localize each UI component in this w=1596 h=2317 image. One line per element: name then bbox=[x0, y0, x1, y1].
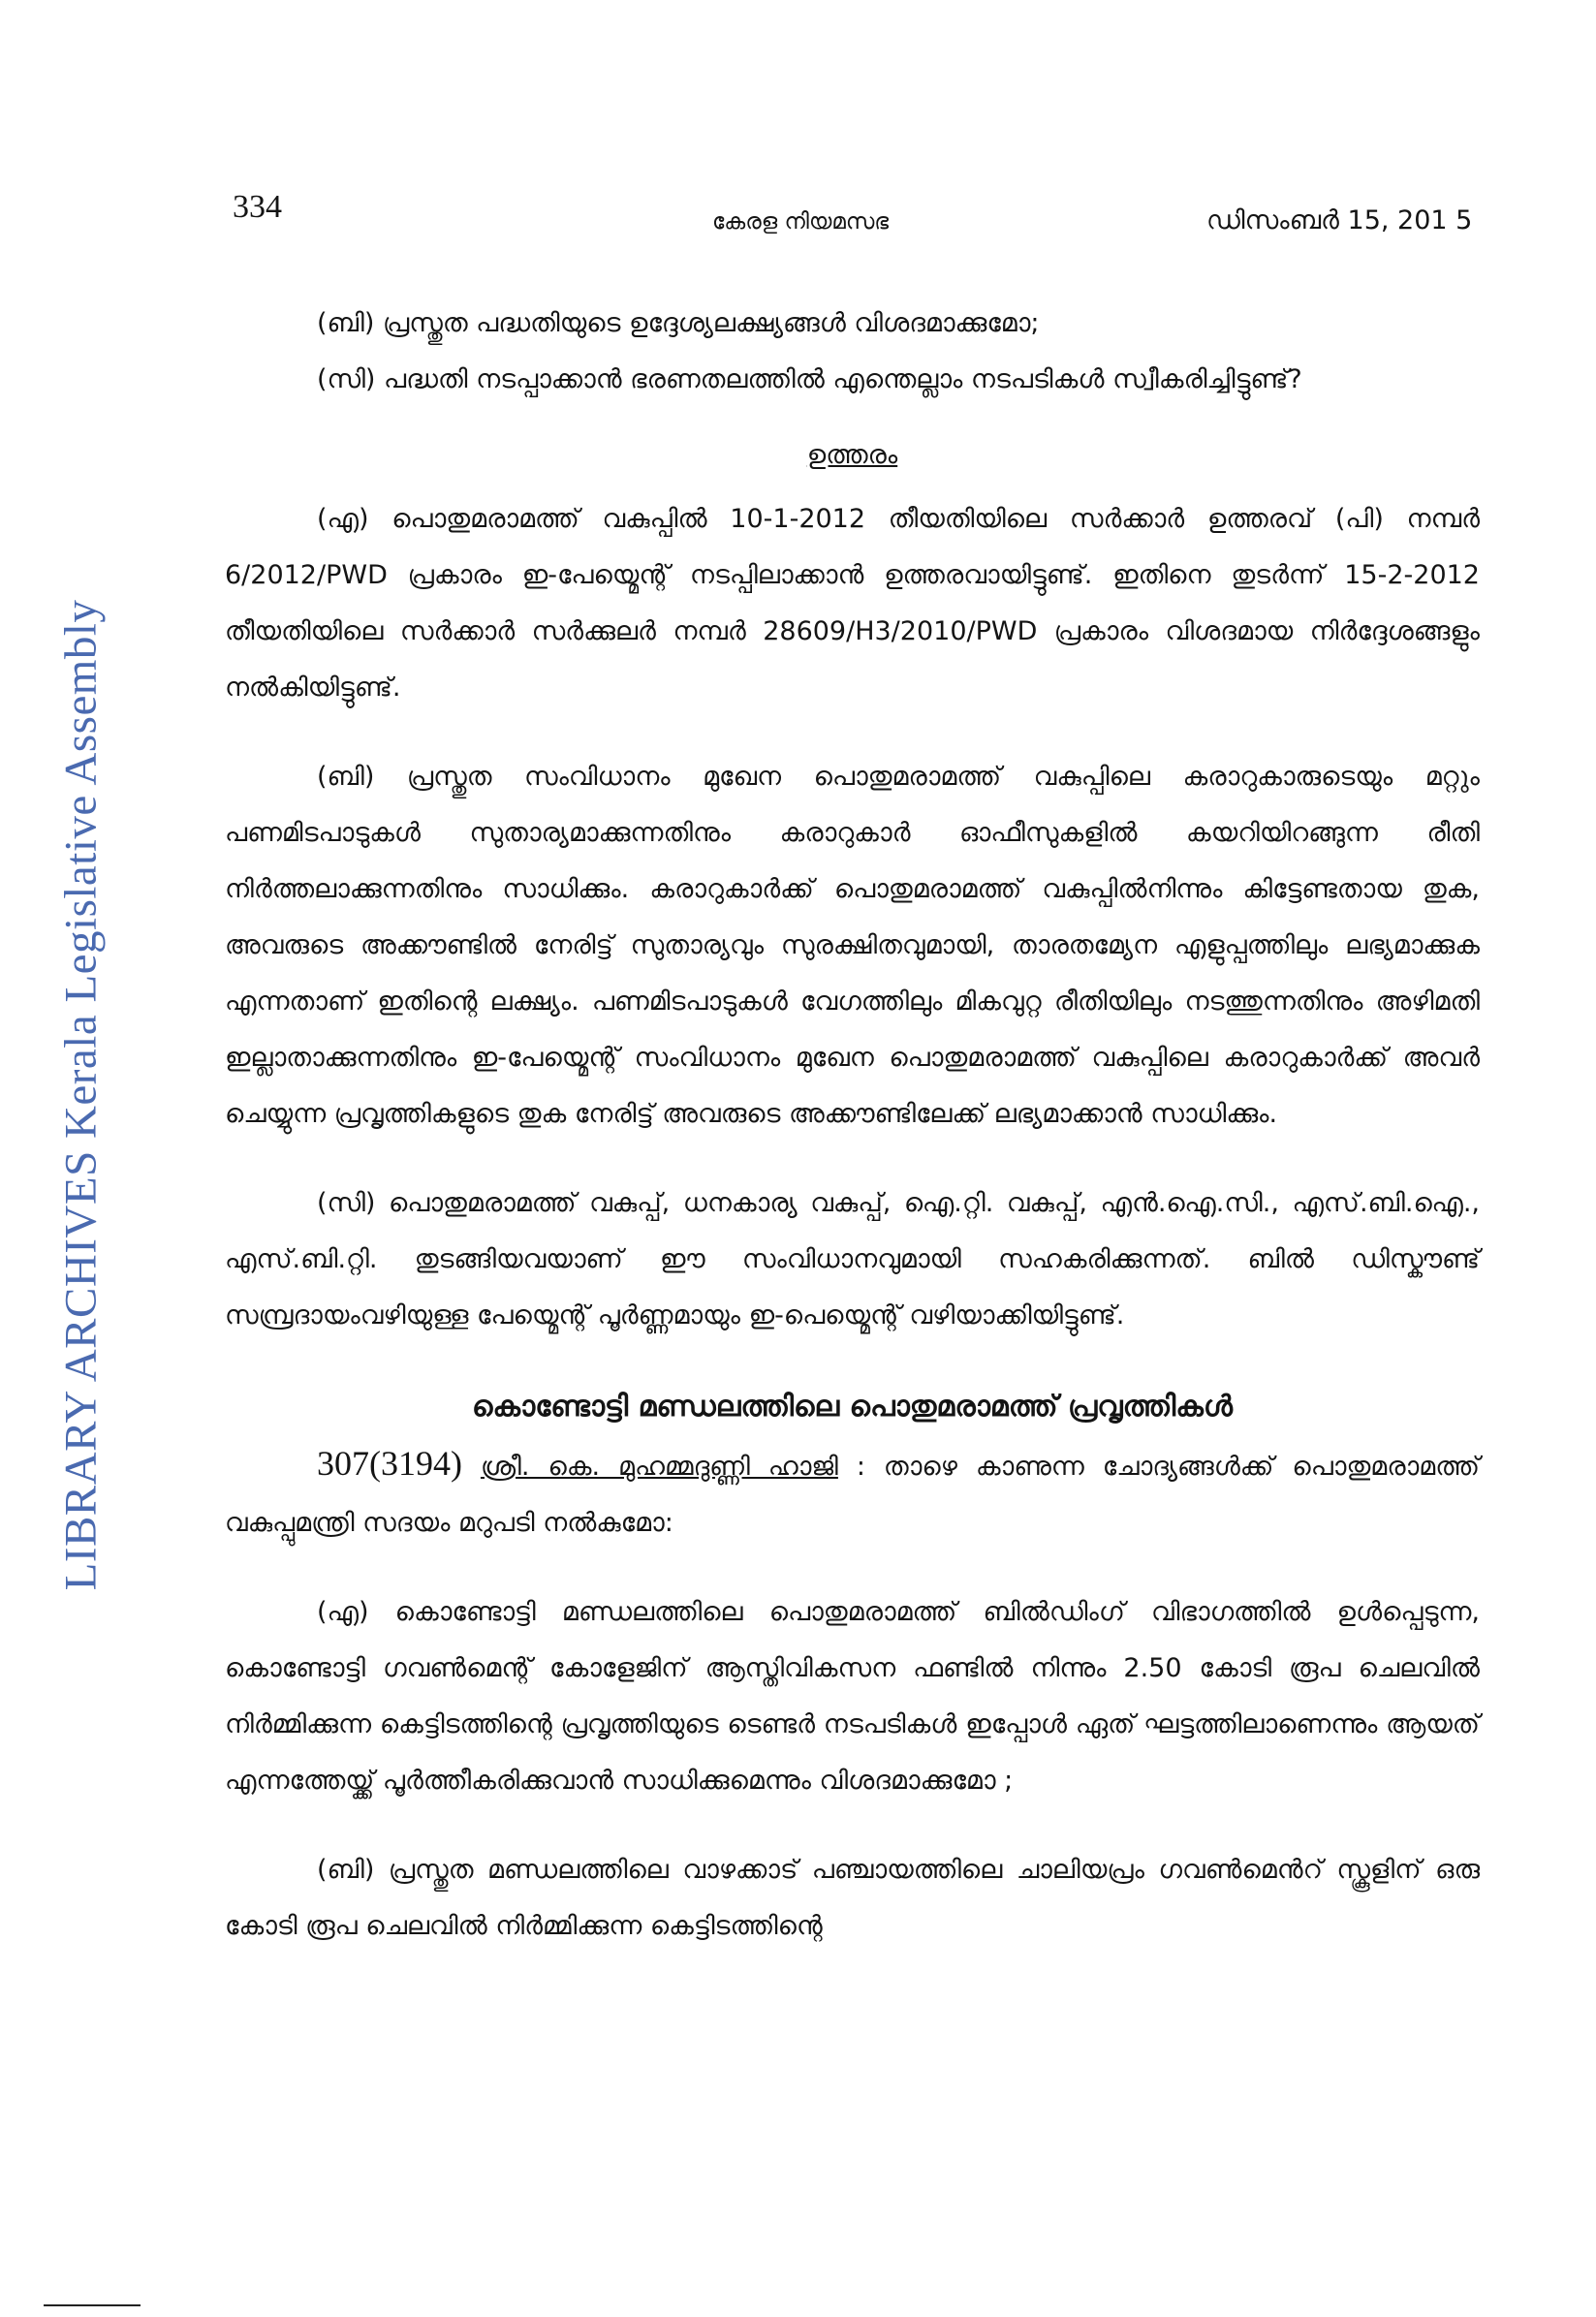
question2-intro bbox=[225, 1435, 1480, 1551]
page-number: 334 bbox=[233, 189, 282, 225]
page-body bbox=[225, 296, 1480, 1955]
question2-part-a: (എ) കൊണ്ടോട്ടി മണ്ഡലത്തിലെ പൊതുമരാമത്ത് ബിൽഡിംഗ് വിഭാഗത്തിൽ ഉൾപ്പെടുന്ന, കൊണ്ടോട്ടി ഗവൺമെന്റ് കോളേജിന് ആസ്തിവികസന ഫണ്ടിൽ നിന്നും 2.50 കോടി രൂപ ചെലവിൽ നിർമ്മിക്കുന്ന കെട്ടിടത്തിന്റെ പ്രവൃത്തിയുടെ ടെണ്ടർ നടപടികൾ ഇപ്പോൾ ഏത് ഘട്ടത്തിലാണെന്നും ആയത് എന്നത്തേയ്ക്ക് പൂർത്തീകരിക്കുവാൻ സാധിക്കുമെന്നും വിശദമാക്കുമോ ; bbox=[225, 1597, 1480, 1796]
page-header-date: ഡിസംബർ 15, 201 5 bbox=[1206, 205, 1473, 235]
member-name: ശ്രീ. കെ. മുഹമ്മദുണ്ണി ഹാജി bbox=[480, 1452, 838, 1482]
answer-heading: ഉത്തരം bbox=[806, 440, 898, 470]
question2-part-b: (ബി) പ്രസ്തുത മണ്ഡലത്തിലെ വാഴക്കാട് പഞ്ചായത്തിലെ ചാലിയപ്രം ഗവൺമെൻറ് സ്കൂളിന് ഒരു കോടി രൂപ ചെലവിൽ നിർമ്മിക്കുന്ന കെട്ടിടത്തിന്റെ bbox=[225, 1855, 1480, 1941]
watermark bbox=[37, 417, 124, 1773]
question-part-b: (ബി) പ്രസ്തുത പദ്ധതിയുടെ ഉദ്ദേശ്യലക്ഷ്യങ്ങൾ വിശദമാക്കുമോ; bbox=[317, 308, 1040, 338]
answer-part-b: (ബി) പ്രസ്തുത സംവിധാനം മുഖേന പൊതുമരാമത്ത് വകുപ്പിലെ കരാറുകാരുടെയും മറ്റും പണമിടപാടുകൾ സുതാര്യമാക്കുന്നതിനും കരാറുകാർ ഓഫീസുകളിൽ കയറിയിറങ്ങുന്ന രീതി നിർത്തലാക്കുന്നതിനും സാധിക്കും. കരാറുകാർക്ക് പൊതുമരാമത്ത് വകുപ്പിൽനിന്നും കിട്ടേണ്ടതായ തുക, അവരുടെ അക്കൗണ്ടിൽ നേരിട്ട് സുതാര്യവും സുരക്ഷിതവുമായി, താരതമ്യേന എളുപ്പത്തിലും ലഭ്യമാക്കുക എന്നതാണ് ഇതിന്റെ ലക്ഷ്യം. പണമിടപാടുകൾ വേഗത്തിലും മികവുറ്റ രീതിയിലും നടത്തുന്നതിനും അഴിമതി ഇല്ലാതാക്കുന്നതിനും ഇ-പേയ്മെന്റ് സംവിധാനം മുഖേന പൊതുമരാമത്ത് വകുപ്പിലെ കരാറുകാർക്ക് അവർ ചെയ്യുന്ന പ്രവൃത്തികളുടെ തുക നേരിട്ട് അവരുടെ അക്കൗണ്ടിലേക്ക് ലഭ്യമാക്കാൻ സാധിക്കും. bbox=[225, 762, 1480, 1129]
question2-intro-text: : താഴെ കാണുന്ന ചോദ്യങ്ങൾക്ക് പൊതുമരാമത്ത് വകുപ്പുമന്ത്രി സദയം മറുപടി നൽകുമോ: bbox=[225, 1452, 1480, 1538]
page-header-title: കേരള നിയമസഭ bbox=[712, 209, 890, 235]
answer-part-c: (സി) പൊതുമരാമത്ത് വകുപ്പ്, ധനകാര്യ വകുപ്പ്, ഐ.റ്റി. വകുപ്പ്, എൻ.ഐ.സി., എസ്.ബി.ഐ., എസ്.ബി.റ്റി. തുടങ്ങിയവയാണ് ഈ സംവിധാനവുമായി സഹകരിക്കുന്നത്. ബിൽ ഡിസ്കൗണ്ട് സമ്പ്രദായംവഴിയുള്ള പേയ്മെന്റ് പൂർണ്ണമായും ഇ-പെയ്മെന്റ് വഴിയാക്കിയിട്ടുണ്ട്. bbox=[225, 1188, 1480, 1331]
watermark-text: LIBRARY ARCHIVES Kerala Legislative Assembly bbox=[55, 599, 106, 1591]
question-part-c: (സി) പദ്ധതി നടപ്പാക്കാൻ ഭരണതലത്തിൽ എന്തെല്ലാം നടപടികൾ സ്വീകരിച്ചിട്ടുണ്ട്? bbox=[317, 364, 1302, 394]
answer-part-a: (എ) പൊതുമരാമത്ത് വകുപ്പിൽ 10-1-2012 തീയതിയിലെ സർക്കാർ ഉത്തരവ് (പി) നമ്പർ 6/2012/PWD പ്രകാരം ഇ-പേയ്മെന്റ് നടപ്പിലാക്കാൻ ഉത്തരവായിട്ടുണ്ട്. ഇതിനെ തുടർന്ന് 15-2-2012 തീയതിയിലെ സർക്കാർ സർക്കുലർ നമ്പർ 28609/H3/2010/PWD പ്രകാരം വിശദമായ നിർദ്ദേശങ്ങളും നൽകിയിട്ടുണ്ട്. bbox=[225, 504, 1480, 703]
question-number: 307(3194) bbox=[317, 1444, 462, 1483]
footer-rule bbox=[44, 2304, 141, 2306]
section-title: കൊണ്ടോട്ടി മണ്ഡലത്തിലെ പൊതുമരാമത്ത് പ്രവൃത്തികൾ bbox=[471, 1390, 1234, 1424]
